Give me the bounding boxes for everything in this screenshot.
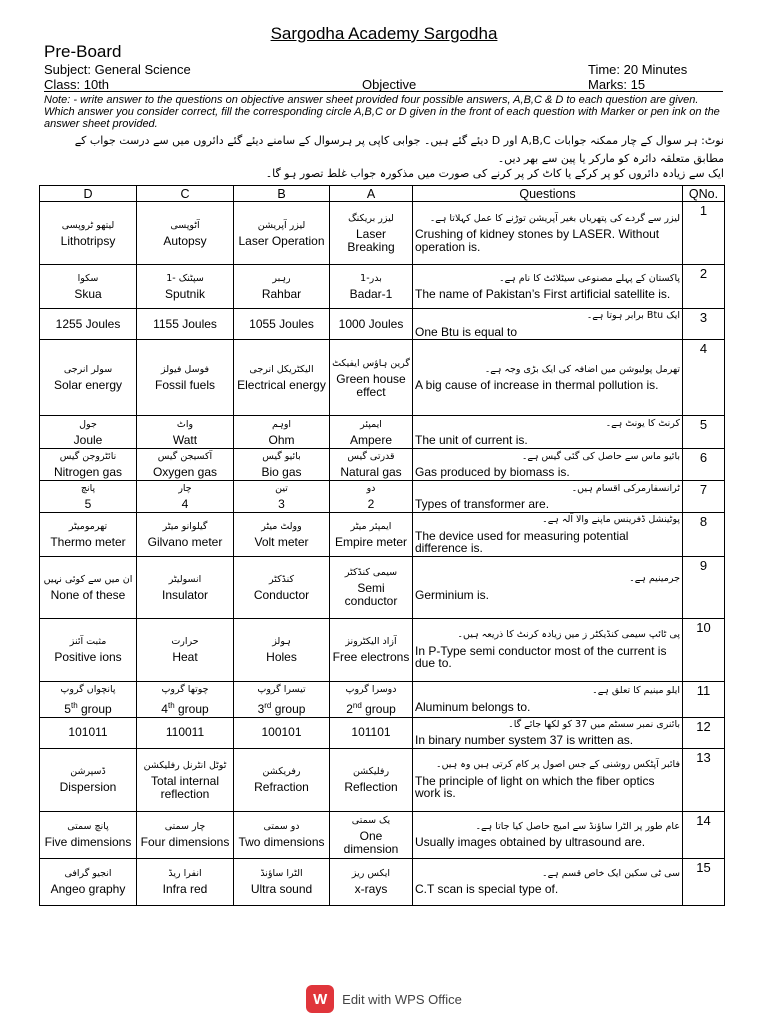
question-english: Types of transformer are. [415, 497, 550, 511]
option-b-text: 3 [278, 497, 285, 511]
question-cell [413, 556, 683, 618]
option-a-cell [330, 858, 413, 905]
option-a-text: One dimension [343, 828, 399, 856]
question-urdu: فائبر آپٹکس روشنی کے جس اصول پر کام کرتی ہیں وہ ہیں۔ [436, 759, 680, 771]
question-number: 6 [683, 449, 725, 481]
option-a-text: 1000 Joules [338, 316, 404, 331]
option-a-cell [330, 449, 413, 481]
question-english: Aluminum belongs to. [415, 699, 531, 714]
question-cell [413, 309, 683, 340]
option-b-text: 3rd group [257, 700, 306, 716]
option-d-cell [40, 556, 137, 618]
option-b-cell [234, 858, 330, 905]
option-a-cell [330, 681, 413, 717]
question-english: Usually images obtained by ultrasound are. [415, 835, 646, 849]
option-a-urdu: گرین ہاؤس ایفیکٹ [332, 357, 410, 369]
option-d-cell [40, 265, 137, 309]
option-b-cell [234, 748, 330, 811]
option-a-text: Natural gas [340, 465, 402, 479]
option-a-urdu: یک سمتی [351, 814, 391, 826]
question-cell [413, 416, 683, 449]
option-b-text: Laser Operation [238, 233, 325, 248]
option-a-cell [330, 340, 413, 416]
option-c-text: Autopsy [163, 233, 207, 248]
option-a-cell [330, 618, 413, 681]
option-c-text: Total internal reflection [150, 773, 220, 801]
option-c-text: 1155 Joules [153, 316, 217, 331]
option-a-text: 2 [367, 497, 375, 511]
option-b-cell [234, 202, 330, 265]
option-b-cell [234, 481, 330, 513]
question-number: 1 [683, 202, 725, 265]
option-d-text: 1255 Joules [55, 316, 121, 331]
option-d-cell [40, 202, 137, 265]
option-a-text: Green house effect [336, 371, 406, 399]
option-b-urdu: الیکٹریکل انرجی [249, 364, 314, 375]
question-row [40, 449, 725, 481]
question-row [40, 811, 725, 858]
option-d-cell [40, 748, 137, 811]
option-a-urdu: ایکس ریز [351, 868, 391, 879]
question-number: 4 [683, 340, 725, 416]
option-b-urdu: رفریکشن [262, 766, 301, 777]
question-cell [413, 449, 683, 481]
option-d-cell [40, 449, 137, 481]
option-c-cell [137, 556, 234, 618]
option-c-urdu: آکسیجن گیس [157, 451, 213, 462]
option-d-text: 101011 [68, 725, 108, 739]
option-a-text: Badar-1 [349, 287, 393, 301]
option-c-text: 4th group [161, 700, 209, 716]
option-d-cell [40, 717, 137, 748]
option-a-cell [330, 811, 413, 858]
question-row [40, 618, 725, 681]
question-cell [413, 811, 683, 858]
question-urdu: لیزر سے گردے کی پتھریاں بغیر آپریشن توڑنے کا عمل کہلاتا ہے۔ [429, 212, 680, 224]
col-header-a: A [330, 186, 413, 202]
option-b-text: 1055 Joules [249, 316, 314, 331]
question-cell [413, 513, 683, 557]
option-c-cell [137, 717, 234, 748]
option-a-urdu: دوسرا گروپ [345, 683, 397, 695]
option-d-text: Nitrogen gas [53, 465, 123, 479]
option-b-urdu: ہولز [272, 636, 291, 647]
option-a-text: Free electrons [332, 650, 410, 664]
question-row [40, 265, 725, 309]
option-d-cell [40, 309, 137, 340]
option-a-urdu: دو [366, 483, 376, 494]
option-d-text: 5th group [64, 700, 112, 716]
option-c-cell [137, 681, 234, 717]
question-urdu: کرنٹ کا یونٹ ہے۔ [605, 418, 680, 429]
option-d-cell [40, 340, 137, 416]
option-b-urdu: الٹرا ساؤنڈ [260, 868, 303, 879]
option-d-cell [40, 481, 137, 513]
option-a-urdu: ایمپئر [360, 418, 382, 430]
question-row [40, 556, 725, 618]
question-english: In binary number system 37 is written as. [415, 733, 634, 747]
option-c-cell [137, 748, 234, 811]
question-english: The name of Pakistan’s First artificial satellite is. [415, 287, 671, 301]
option-a-urdu: ایمپئر میٹر [350, 520, 392, 532]
option-a-urdu: رفلیکشن [352, 766, 390, 777]
option-c-urdu: آٹوپسی [170, 219, 200, 231]
question-number: 5 [683, 416, 725, 449]
option-d-text: Solar energy [53, 378, 123, 392]
option-b-text: Bio gas [261, 465, 302, 479]
col-header-d: D [40, 186, 137, 202]
option-d-text: None of these [50, 587, 126, 602]
option-c-text: Gilvano meter [147, 534, 223, 549]
option-c-text: Insulator [161, 587, 209, 602]
question-number: 9 [683, 556, 725, 618]
option-b-urdu: اوہم [271, 418, 292, 430]
question-number: 13 [683, 748, 725, 811]
option-c-urdu: ٹوٹل انٹرنل رفلیکشن [143, 759, 227, 771]
option-b-urdu: تین [275, 483, 288, 494]
question-english: Crushing of kidney stones by LASER. Without operation is. [415, 227, 660, 254]
option-c-cell [137, 449, 234, 481]
question-number: 15 [683, 858, 725, 905]
question-number: 14 [683, 811, 725, 858]
option-b-cell [234, 717, 330, 748]
question-urdu: عام طور پر الٹرا ساؤنڈ سے امیج حاصل کیا جاتا ہے۔ [475, 820, 680, 832]
option-b-cell [234, 309, 330, 340]
option-d-cell [40, 513, 137, 557]
instructions-english: Note: - write answer to the questions on objective answer sheet provided four possible answers, A,B,C & D to each question are given. Which answer you consider correct, fill the corresponding circle A,B,C or D given in the front of each question with Marker or pen ink on the answer sheet provided. [44, 94, 720, 130]
option-a-text: Empire meter [334, 534, 408, 549]
exam-name: Pre-Board [44, 42, 122, 61]
option-d-urdu: پانچواں گروپ [60, 683, 116, 695]
option-d-urdu: پانچ [80, 483, 96, 494]
question-urdu: ٹرانسفارمرکی اقسام ہیں۔ [571, 482, 680, 494]
instructions-urdu-2: ایک سے زیادہ دائروں کو پر کرکے یا کاٹ کر پر کرنے کی صورت میں مذکورہ جواب غلط تصور ہو گا۔ [265, 167, 724, 180]
question-urdu: پوٹینشل ڈفرینس ماپنے والا آلہ ہے۔ [542, 514, 680, 525]
option-a-urdu: سیمی کنڈکٹر [344, 567, 398, 578]
option-c-cell [137, 202, 234, 265]
option-a-cell [330, 513, 413, 557]
option-d-text: Dispersion [59, 780, 117, 794]
option-b-urdu: تیسرا گروپ [257, 683, 306, 695]
question-cell [413, 681, 683, 717]
option-b-urdu: دو سمتی [263, 821, 300, 832]
question-number: 12 [683, 717, 725, 748]
option-b-cell [234, 513, 330, 557]
option-a-cell [330, 309, 413, 340]
question-urdu: تھرمل پولیوشن میں اضافہ کی ایک بڑی وجہ ہے۔ [484, 363, 680, 375]
option-b-text: 100101 [261, 725, 302, 739]
col-header-questions: Questions [413, 186, 683, 202]
option-a-urdu: آزاد الیکٹرونز [345, 636, 397, 647]
question-cell [413, 340, 683, 416]
option-d-cell [40, 858, 137, 905]
option-d-urdu: نائٹروجن گیس [59, 451, 117, 462]
time-label: Time: 20 Minutes [588, 62, 688, 77]
option-b-cell [234, 811, 330, 858]
option-a-urdu: لیزر بریکنگ [348, 213, 394, 224]
option-a-text: 2nd group [346, 700, 396, 716]
option-c-cell [137, 513, 234, 557]
option-b-cell [234, 556, 330, 618]
question-english: Gas produced by biomass is. [415, 465, 570, 479]
option-d-text: Five dimensions [44, 835, 132, 849]
option-c-urdu: واٹ [176, 418, 194, 430]
question-row [40, 340, 725, 416]
option-b-urdu: کنڈکٹر [268, 573, 294, 585]
option-a-text: Laser Breaking [347, 227, 395, 254]
option-d-urdu: جول [79, 418, 97, 430]
question-cell [413, 717, 683, 748]
option-b-text: Refraction [254, 780, 309, 794]
option-c-text: 110011 [165, 725, 205, 739]
marks-label: Marks: 15 [588, 77, 646, 92]
option-c-cell [137, 340, 234, 416]
option-a-cell [330, 202, 413, 265]
option-a-cell [330, 556, 413, 618]
question-number: 11 [683, 681, 725, 717]
option-c-cell [137, 858, 234, 905]
option-a-cell [330, 481, 413, 513]
option-c-urdu: چار [178, 483, 192, 494]
option-b-text: Holes [266, 650, 297, 664]
option-a-text: Reflection [344, 780, 398, 794]
header-rule [44, 91, 723, 92]
question-number: 10 [683, 618, 725, 681]
question-number: 8 [683, 513, 725, 557]
option-c-text: Sputnik [164, 287, 206, 301]
option-d-text: Lithotripsy [60, 233, 116, 248]
question-urdu: جرمینیم ہے۔ [629, 573, 680, 584]
option-c-urdu: چار سمتی [164, 821, 206, 832]
question-number: 2 [683, 265, 725, 309]
question-cell [413, 481, 683, 513]
option-c-cell [137, 481, 234, 513]
option-d-cell [40, 681, 137, 717]
instructions-urdu-1: نوٹ: ہر سوال کے چار ممکنہ جوابات A,B,C اور D دیئے گئے ہیں۔ جوابی کاپی پر ہرسوال کے سامنے دیئے گئے دائروں میں سے درست جواب کے مطابق متعلقہ دائرہ کو مارکر یا پین سے بھر دیں۔ [74, 134, 724, 165]
option-c-urdu: فوسل فیولز [160, 364, 210, 375]
wps-logo-icon: W [306, 985, 334, 1013]
question-cell [413, 265, 683, 309]
option-c-cell [137, 309, 234, 340]
option-c-urdu: انفرا ریڈ [168, 868, 202, 879]
question-row [40, 717, 725, 748]
option-c-text: 4 [181, 497, 189, 511]
question-english: In P-Type semi conductor most of the current is due to. [415, 643, 667, 671]
question-row [40, 309, 725, 340]
question-row [40, 858, 725, 905]
question-cell [413, 618, 683, 681]
option-d-urdu: لیتھو ٹروپسی [61, 219, 115, 231]
question-urdu: بائیو ماس سے حاصل کی گئی گیس ہے۔ [521, 450, 680, 462]
paper-type-label: Objective [362, 77, 417, 92]
option-a-cell [330, 265, 413, 309]
option-b-text: Ultra sound [250, 882, 313, 896]
option-d-text: Angeo graphy [50, 882, 126, 896]
option-d-urdu: انجیو گرافی [64, 868, 112, 879]
wps-edit-link[interactable]: Edit with WPS Office [342, 991, 462, 1007]
option-d-cell [40, 618, 137, 681]
option-b-urdu: رہبر [272, 273, 291, 284]
option-d-text: Skua [74, 287, 102, 301]
option-c-urdu: حرارت [171, 636, 199, 647]
question-urdu: ایلو مینیم کا تعلق ہے۔ [592, 685, 680, 696]
option-a-urdu: بدر-1 [360, 273, 382, 284]
option-b-cell [234, 416, 330, 449]
col-header-qno: QNo. [683, 186, 725, 202]
option-b-urdu: وولٹ میٹر [261, 520, 302, 532]
option-c-text: Watt [172, 432, 198, 447]
option-c-cell [137, 416, 234, 449]
option-a-text: 101101 [351, 725, 391, 739]
question-urdu: پاکستان کے پہلے مصنوعی سیٹلائٹ کا نام ہے۔ [499, 272, 680, 284]
option-b-text: Volt meter [254, 534, 309, 549]
question-english: The principle of light on which the fiber optics work is. [415, 773, 655, 801]
questions-table [39, 185, 725, 906]
option-b-cell [234, 265, 330, 309]
option-c-urdu: انسولیٹر [168, 573, 202, 585]
option-a-text: Ampere [349, 432, 393, 447]
question-number: 3 [683, 309, 725, 340]
question-english: One Btu is equal to [415, 324, 518, 339]
option-b-urdu: لیزر آپریشن [257, 219, 306, 231]
option-d-urdu: ان میں سے کوئی نہیں [43, 573, 133, 585]
option-b-text: Two dimensions [238, 835, 325, 849]
option-a-text: x-rays [354, 882, 388, 896]
question-row [40, 681, 725, 717]
option-b-cell [234, 340, 330, 416]
option-a-text: Semi conductor [344, 581, 398, 608]
option-c-cell [137, 265, 234, 309]
subject-label: Subject: General Science [44, 62, 191, 77]
question-row [40, 748, 725, 811]
question-row [40, 513, 725, 557]
option-a-cell [330, 748, 413, 811]
question-english: A big cause of increase in thermal pollution is. [415, 378, 659, 392]
wps-footer [0, 985, 768, 1013]
option-d-urdu: سکوا [77, 273, 99, 284]
question-urdu: بائنری نمبر سسٹم میں 37 کو لکھا جائے گا۔ [508, 718, 680, 730]
academy-title: Sargodha Academy Sargodha [270, 24, 498, 43]
question-english: Germinium is. [415, 587, 490, 602]
option-d-urdu: مثبت آئنز [69, 636, 107, 647]
option-d-urdu: سولر انرجی [63, 364, 113, 375]
option-d-text: 5 [84, 497, 92, 511]
option-a-cell [330, 416, 413, 449]
option-d-text: Thermo meter [50, 534, 126, 549]
option-b-cell [234, 449, 330, 481]
option-b-urdu: بائیو گیس [262, 451, 301, 462]
option-d-text: Joule [73, 432, 103, 447]
question-english: The unit of current is. [415, 432, 528, 447]
option-b-text: Electrical energy [237, 378, 326, 392]
option-c-urdu: گیلوانو میٹر [162, 520, 208, 532]
option-d-cell [40, 416, 137, 449]
option-b-cell [234, 618, 330, 681]
question-cell [413, 858, 683, 905]
question-row [40, 416, 725, 449]
question-cell [413, 748, 683, 811]
question-row [40, 202, 725, 265]
question-english: C.T scan is special type of. [415, 882, 559, 896]
col-header-b: B [234, 186, 330, 202]
option-c-urdu: چوتھا گروپ [161, 683, 209, 695]
option-c-text: Oxygen gas [152, 465, 218, 479]
option-c-text: Four dimensions [140, 835, 230, 849]
question-urdu: سی ٹی سکین ایک خاص قسم ہے۔ [542, 867, 680, 879]
class-label: Class: 10th [44, 77, 110, 92]
option-b-text: Conductor [253, 587, 310, 602]
option-b-text: Ohm [268, 432, 295, 447]
question-cell [413, 202, 683, 265]
option-c-text: Fossil fuels [154, 378, 216, 392]
question-english: The device used for measuring potential difference is. [415, 528, 629, 555]
table-header-row [40, 186, 725, 202]
option-d-text: Positive ions [54, 650, 122, 664]
option-b-cell [234, 681, 330, 717]
question-row [40, 481, 725, 513]
col-header-c: C [137, 186, 234, 202]
question-urdu: پی ٹائپ سیمی کنڈیکٹر ز میں زیادہ کرنٹ کا ذریعہ ہیں۔ [457, 629, 680, 641]
option-d-urdu: ڈسپرشن [70, 766, 106, 777]
option-a-cell [330, 717, 413, 748]
question-urdu: ایک Btu برابر ہوتا ہے۔ [586, 310, 680, 321]
option-c-urdu: سپٹنک -1 [166, 273, 204, 284]
option-c-text: Heat [172, 650, 198, 664]
option-a-urdu: قدرتی گیس [347, 451, 395, 462]
option-c-cell [137, 811, 234, 858]
option-b-text: Rahbar [261, 287, 302, 301]
question-number: 7 [683, 481, 725, 513]
option-d-cell [40, 811, 137, 858]
option-c-text: Infra red [162, 882, 208, 896]
option-d-urdu: تھرمومیٹر [68, 520, 108, 532]
option-c-cell [137, 618, 234, 681]
option-d-urdu: پانچ سمتی [67, 821, 109, 832]
